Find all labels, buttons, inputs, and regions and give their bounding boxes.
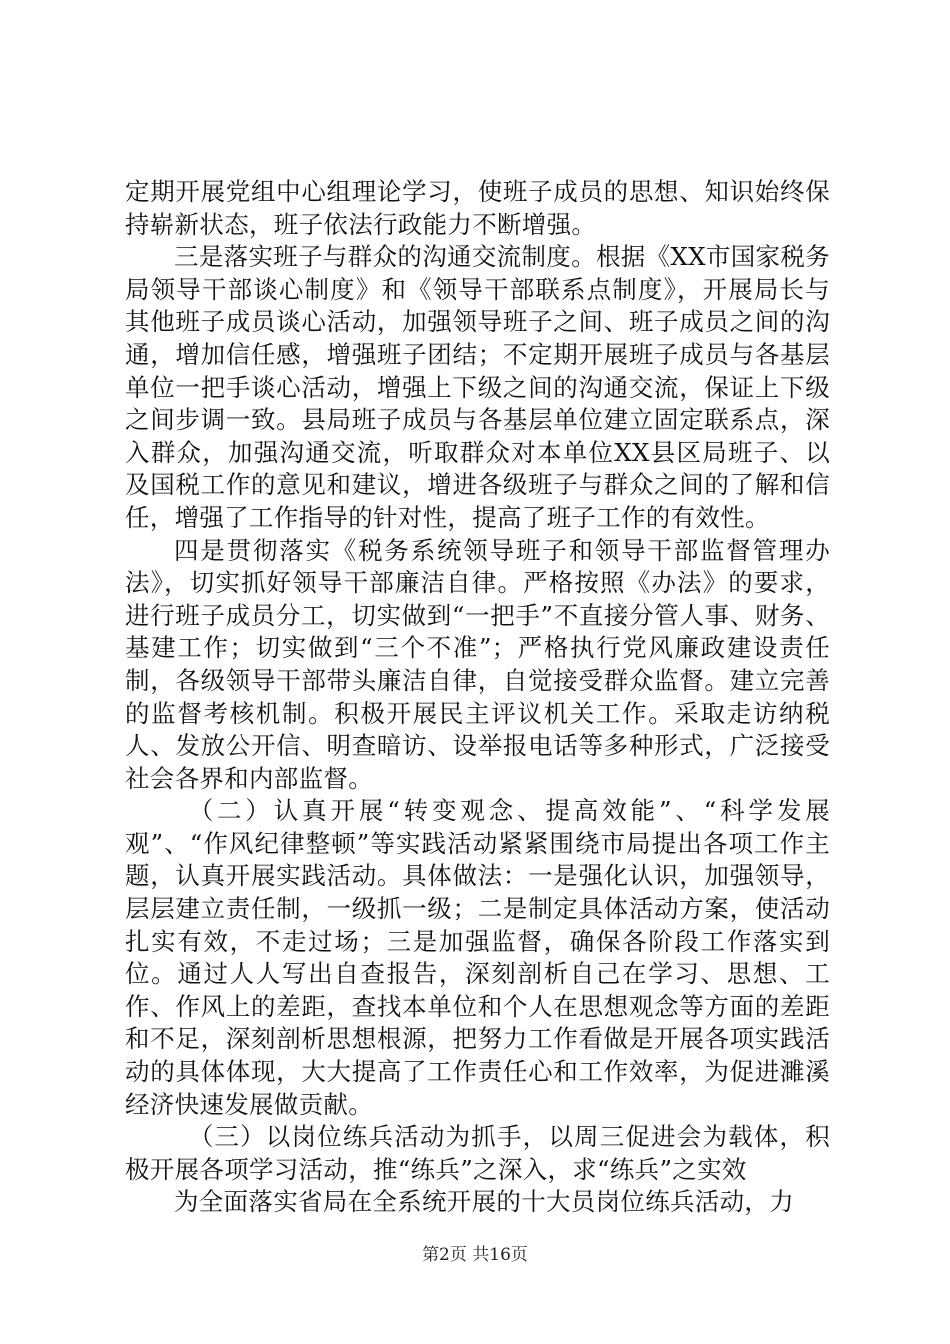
document-body	[125, 176, 830, 1219]
paragraph-2: 三是落实班子与群众的沟通交流制度。根据《XX市国家税务局领导干部谈心制度》和《领导干部联系点制度》，开展局长与其他班子成员谈心活动，加强领导班子之间、班子成员之间的沟通，增加信任感，增强班子团结；不定期开展班子成员与各基层单位一把手谈心活动，增强上下级之间的沟通交流，保证上下级之间步调一致。县局班子成员与各基层单位建立固定联系点，深入群众，加强沟通交流，听取群众对本单位XX县区局班子、以及国税工作的意见和建议，增进各级班子与群众之间的了解和信任，增强了工作指导的针对性，提高了班子工作的有效性。	[125, 242, 830, 532]
page-footer: 第2页 共16页	[422, 1245, 528, 1265]
paragraph-1: 定期开展党组中心组理论学习，使班子成员的思想、知识始终保持崭新状态，班子依法行政能力不断增强。	[125, 177, 830, 239]
paragraph-5: （三）以岗位练兵活动为抓手，以周三促进会为载体，积极开展各项学习活动，推“练兵”之深入，求“练兵”之实效	[125, 1122, 830, 1184]
paragraph-4: （二）认真开展“转变观念、提高效能”、“科学发展观”、“作风纪律整顿”等实践活动紧紧围绕市局提出各项工作主题，认真开展实践活动。具体做法：一是强化认识，加强领导，层层建立责任制，一级抓一级；二是制定具体活动方案，使活动扎实有效，不走过场；三是加强监督，确保各阶段工作落实到位。通过人人写出自查报告，深刻剖析自己在学习、思想、工作、作风上的差距，查找本单位和个人在思想观念等方面的差距和不足，深刻剖析思想根源，把努力工作看做是开展各项实践活动的具体体现，大大提高了工作责任心和工作效率，为促进濉溪经济快速发展做贡献。	[125, 796, 830, 1119]
paragraph-6: 为全面落实省局在全系统开展的十大员岗位练兵活动，力	[174, 1187, 794, 1217]
paragraph-3: 四是贯彻落实《税务系统领导班子和领导干部监督管理办法》，切实抓好领导干部廉洁自律。严格按照《办法》的要求，进行班子成员分工，切实做到“一把手”不直接分管人事、财务、基建工作；切实做到“三个不准”；严格执行党风廉政建设责任制，各级领导干部带头廉洁自律，自觉接受群众监督。建立完善的监督考核机制。积极开展民主评议机关工作。采取走访纳税人、发放公开信、明查暗访、设举报电话等多种形式，广泛接受社会各界和内部监督。	[125, 535, 830, 793]
